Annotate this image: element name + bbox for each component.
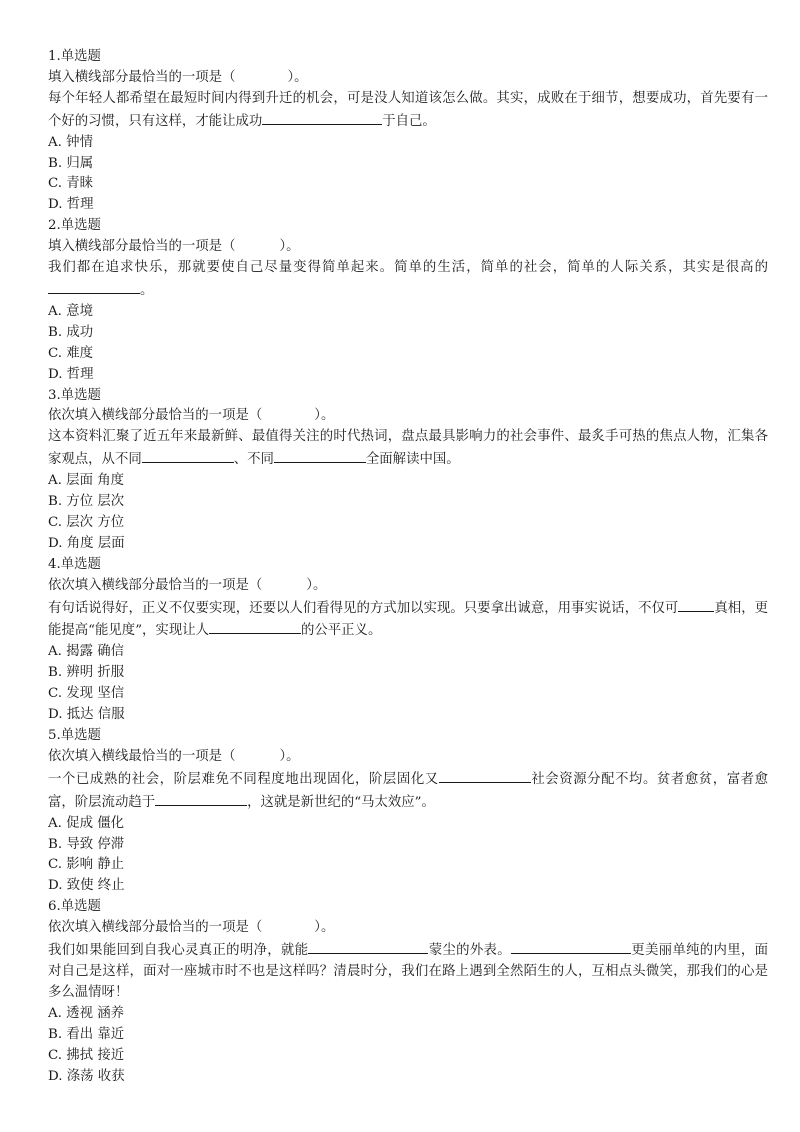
fill-blank bbox=[262, 110, 382, 125]
option-d: D. 致使 终止 bbox=[48, 878, 125, 894]
fill-blank bbox=[439, 768, 531, 783]
fill-blank bbox=[142, 448, 234, 463]
question-type: 单选题 bbox=[60, 556, 101, 572]
question-type: 单选题 bbox=[60, 218, 101, 234]
stem-text: 更美丽单纯的内里，面对自己是这样，面对一座城市时不也是这样吗？清晨时分，我们在路上遇到全然陌生的人，互相点头微笑，那我们的心是多么温情呀！ bbox=[48, 943, 769, 1000]
question-5 bbox=[48, 726, 768, 897]
option-b: B. 辨明 折服 bbox=[48, 665, 125, 681]
fill-blank bbox=[155, 791, 247, 806]
option-d: D. 抵达 信服 bbox=[48, 707, 125, 723]
question-prompt bbox=[48, 68, 768, 89]
question-6 bbox=[48, 897, 768, 1087]
question-header bbox=[48, 555, 768, 576]
option-d: D. 哲理 bbox=[48, 366, 94, 382]
question-stem bbox=[48, 258, 768, 302]
prompt-text: 依次填入横线最恰当的一项是（ bbox=[48, 748, 236, 764]
stem-text: 每个年轻人都希望在最短时间内得到升迁的机会，可是没人知道该怎么做。其实，成败在于细节，想要成功，首先要有一个好的习惯，只有这样，才能让成功 bbox=[48, 90, 768, 129]
question-stem bbox=[48, 597, 768, 643]
question-type: 单选题 bbox=[60, 387, 101, 403]
stem-text: 全面解读中国。 bbox=[365, 452, 460, 468]
question-type: 单选题 bbox=[60, 49, 101, 64]
option-a: A. 揭露 确信 bbox=[48, 644, 125, 660]
option-a: A. 透视 涵养 bbox=[48, 1005, 125, 1021]
stem-text: 社会资源分配不均。贫者愈贫，富者愈富，阶层流动趋于 bbox=[48, 771, 769, 810]
question-number: 1. bbox=[48, 49, 61, 64]
question-prompt bbox=[48, 747, 768, 768]
stem-text: 蒙尘的外表。 bbox=[428, 943, 511, 959]
stem-text: 、不同 bbox=[233, 452, 274, 468]
question-prompt bbox=[48, 918, 768, 939]
stem-text: 我们都在追求快乐，那就要使自己尽量变得简单起来。简单的生活，简单的社会，简单的人际关系，其实是很高的 bbox=[48, 260, 768, 276]
option-d: D. 涤荡 收获 bbox=[48, 1068, 125, 1084]
fill-blank bbox=[274, 448, 366, 463]
question-stem bbox=[48, 939, 768, 1004]
prompt-end: ）。 bbox=[314, 408, 335, 424]
question-number: 3. bbox=[48, 387, 61, 403]
question-2 bbox=[48, 216, 768, 385]
question-header bbox=[48, 386, 768, 407]
option-a: A. 层面 角度 bbox=[48, 473, 125, 489]
option-c: C. 影响 静止 bbox=[48, 857, 125, 873]
stem-text: 有句话说得好，正义不仅要实现，还要以人们看得见的方式加以实现。只要拿出诚意，用事实说话，不仅可 bbox=[48, 600, 679, 616]
question-header bbox=[48, 726, 768, 747]
question-prompt bbox=[48, 576, 768, 597]
fill-blank bbox=[511, 939, 631, 954]
question-prompt bbox=[48, 406, 768, 427]
question-header bbox=[48, 216, 768, 237]
question-1 bbox=[48, 47, 768, 216]
prompt-text: 填入横线部分最恰当的一项是（ bbox=[48, 239, 236, 255]
stem-text: 这本资料汇聚了近五年来最新鲜、最值得关注的时代热词，盘点最具影响力的社会事件、最炙手可热的焦点人物，汇集各家观点，从不同 bbox=[48, 429, 768, 468]
option-a: A. 促成 僵化 bbox=[48, 815, 125, 831]
stem-text: 真相，更能提高“能见度”，实现让人 bbox=[48, 600, 769, 639]
question-number: 5. bbox=[48, 728, 61, 743]
fill-blank bbox=[48, 279, 140, 294]
option-b: B. 看出 靠近 bbox=[48, 1026, 125, 1042]
question-prompt bbox=[48, 237, 768, 258]
fill-blank bbox=[209, 619, 301, 634]
question-type: 单选题 bbox=[60, 728, 101, 743]
option-a: A. 意境 bbox=[48, 303, 93, 319]
question-number: 2. bbox=[48, 218, 61, 234]
prompt-end: ）。 bbox=[287, 69, 308, 85]
stem-text: ，这就是新世纪的“马太效应”。 bbox=[247, 794, 435, 810]
stem-text: 我们如果能回到自我心灵真正的明净，就能 bbox=[48, 943, 309, 959]
prompt-text: 依次填入横线部分最恰当的一项是（ bbox=[48, 577, 263, 593]
prompt-text: 依次填入横线部分最恰当的一项是（ bbox=[48, 408, 263, 424]
question-stem bbox=[48, 427, 768, 471]
option-a: A. 钟情 bbox=[48, 134, 93, 150]
prompt-end: ）。 bbox=[306, 577, 327, 593]
stem-text: 。 bbox=[140, 282, 154, 298]
question-stem bbox=[48, 768, 768, 814]
question-header bbox=[48, 897, 768, 918]
prompt-text: 填入横线部分最恰当的一项是（ bbox=[48, 69, 236, 85]
prompt-end: ）。 bbox=[279, 239, 300, 255]
option-b: B. 导致 停滞 bbox=[48, 836, 125, 852]
option-c: C. 青睐 bbox=[48, 176, 94, 192]
option-b: B. 方位 层次 bbox=[48, 494, 125, 510]
option-d: D. 哲理 bbox=[48, 197, 94, 213]
question-number: 4. bbox=[48, 556, 61, 572]
question-type: 单选题 bbox=[60, 899, 101, 915]
question-document bbox=[48, 47, 768, 1087]
fill-blank bbox=[308, 939, 428, 954]
question-3 bbox=[48, 386, 768, 555]
question-4 bbox=[48, 555, 768, 726]
option-c: C. 发现 坚信 bbox=[48, 686, 125, 702]
fill-blank bbox=[678, 597, 714, 612]
prompt-end: ）。 bbox=[314, 920, 335, 936]
option-c: C. 拂拭 接近 bbox=[48, 1047, 125, 1063]
stem-text: 一个已成熟的社会，阶层难免不同程度地出现固化，阶层固化又 bbox=[48, 771, 439, 787]
stem-text: 于自己。 bbox=[382, 113, 436, 129]
option-b: B. 成功 bbox=[48, 324, 94, 340]
option-c: C. 难度 bbox=[48, 345, 94, 361]
option-d: D. 角度 层面 bbox=[48, 535, 125, 551]
question-header bbox=[48, 47, 768, 68]
option-c: C. 层次 方位 bbox=[48, 514, 125, 530]
question-stem bbox=[48, 89, 768, 133]
prompt-end: ）。 bbox=[279, 748, 300, 764]
stem-text: 的公平正义。 bbox=[301, 623, 382, 639]
prompt-text: 依次填入横线部分最恰当的一项是（ bbox=[48, 920, 263, 936]
question-number: 6. bbox=[48, 899, 61, 915]
option-b: B. 归属 bbox=[48, 155, 94, 171]
